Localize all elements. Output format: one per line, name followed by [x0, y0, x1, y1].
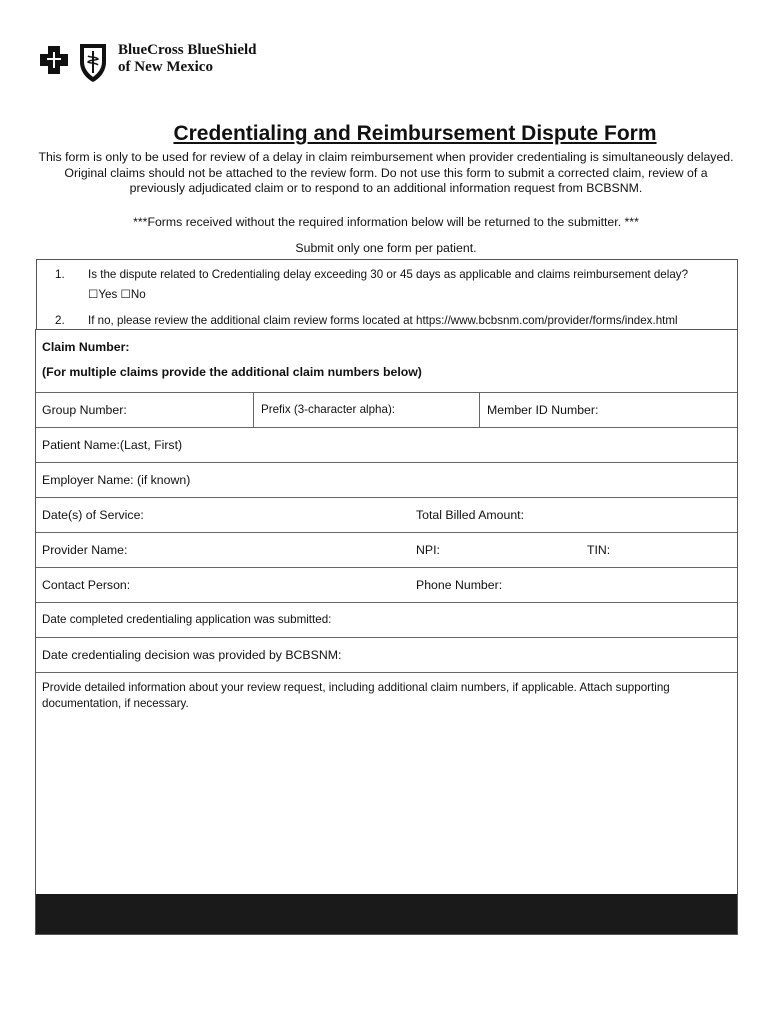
form-title: Credentialing and Reimbursement Dispute Form: [173, 122, 657, 145]
details-label[interactable]: Provide detailed information about your review request, including additional claim numbers, if applicable. Attach supporting documentation, if necessary.: [42, 681, 670, 710]
tin-label[interactable]: TIN:: [587, 543, 611, 557]
total-billed-label[interactable]: Total Billed Amount:: [416, 508, 524, 522]
questions-box: [36, 259, 738, 329]
logo-line-1: BlueCross BlueShield: [118, 42, 257, 58]
claim-number-label: Claim Number:: [42, 340, 130, 354]
footer-bar: [36, 894, 737, 934]
cross-icon: [40, 46, 68, 74]
question-1-number: 1.: [55, 268, 65, 281]
logo-line-2: of New Mexico: [118, 59, 213, 75]
service-row: [36, 498, 737, 533]
phone-number-label[interactable]: Phone Number:: [416, 578, 503, 592]
npi-label[interactable]: NPI:: [416, 543, 440, 557]
logo-text: [118, 42, 257, 76]
shield-icon: [80, 44, 106, 82]
date-completed-row[interactable]: [36, 603, 737, 638]
question-1-text: Is the dispute related to Credentialing delay exceeding 30 or 45 days as applicable and claims reimbursement delay?: [88, 268, 689, 281]
dispute-form: [35, 329, 738, 935]
date-decision-row[interactable]: [36, 638, 737, 673]
question-2-text: If no, please review the additional claim review forms located at https://www.bcbsnm.com/provider/forms/index.html: [88, 314, 678, 327]
bcbsnm-logo: [36, 40, 276, 86]
contact-row: [36, 568, 737, 603]
employer-name-row[interactable]: [36, 463, 737, 498]
divider: [253, 393, 254, 427]
question-2-number: 2.: [55, 314, 65, 327]
contact-person-label[interactable]: Contact Person:: [42, 578, 131, 592]
member-info-row: [36, 393, 737, 428]
prefix-label[interactable]: Prefix (3-character alpha):: [261, 403, 396, 416]
logo-marks: [36, 40, 110, 86]
intro-paragraph: This form is only to be used for review of a delay in claim reimbursement when provider credentialing is simultaneously delayed. Original claims should not be attached to the review form. Do not use this form to submit a corrected claim, review of a previously adjudicated claim or to respond to an additional information request from BCBSNM.: [38, 150, 734, 196]
group-number-label[interactable]: Group Number:: [42, 403, 127, 417]
member-id-label[interactable]: Member ID Number:: [487, 403, 599, 417]
claim-number-note: (For multiple claims provide the additional claim numbers below): [42, 365, 422, 379]
provider-row: [36, 533, 737, 568]
patient-name-label: Patient Name:(Last, First): [42, 438, 183, 452]
dates-of-service-label[interactable]: Date(s) of Service:: [42, 508, 144, 522]
submit-one-notice: Submit only one form per patient.: [295, 241, 477, 255]
patient-name-row[interactable]: [36, 428, 737, 463]
provider-name-label[interactable]: Provider Name:: [42, 543, 128, 557]
employer-name-label: Employer Name: (if known): [42, 473, 191, 487]
claim-number-row[interactable]: [36, 330, 737, 393]
date-decision-label: Date credentialing decision was provided by BCBSNM:: [42, 648, 342, 662]
date-completed-label: Date completed credentialing application was submitted:: [42, 613, 332, 626]
divider: [479, 393, 480, 427]
yes-no-checkboxes[interactable]: ☐Yes ☐No: [88, 288, 146, 301]
warning-text: ***Forms received without the required information below will be returned to the submitter. ***: [133, 215, 639, 229]
